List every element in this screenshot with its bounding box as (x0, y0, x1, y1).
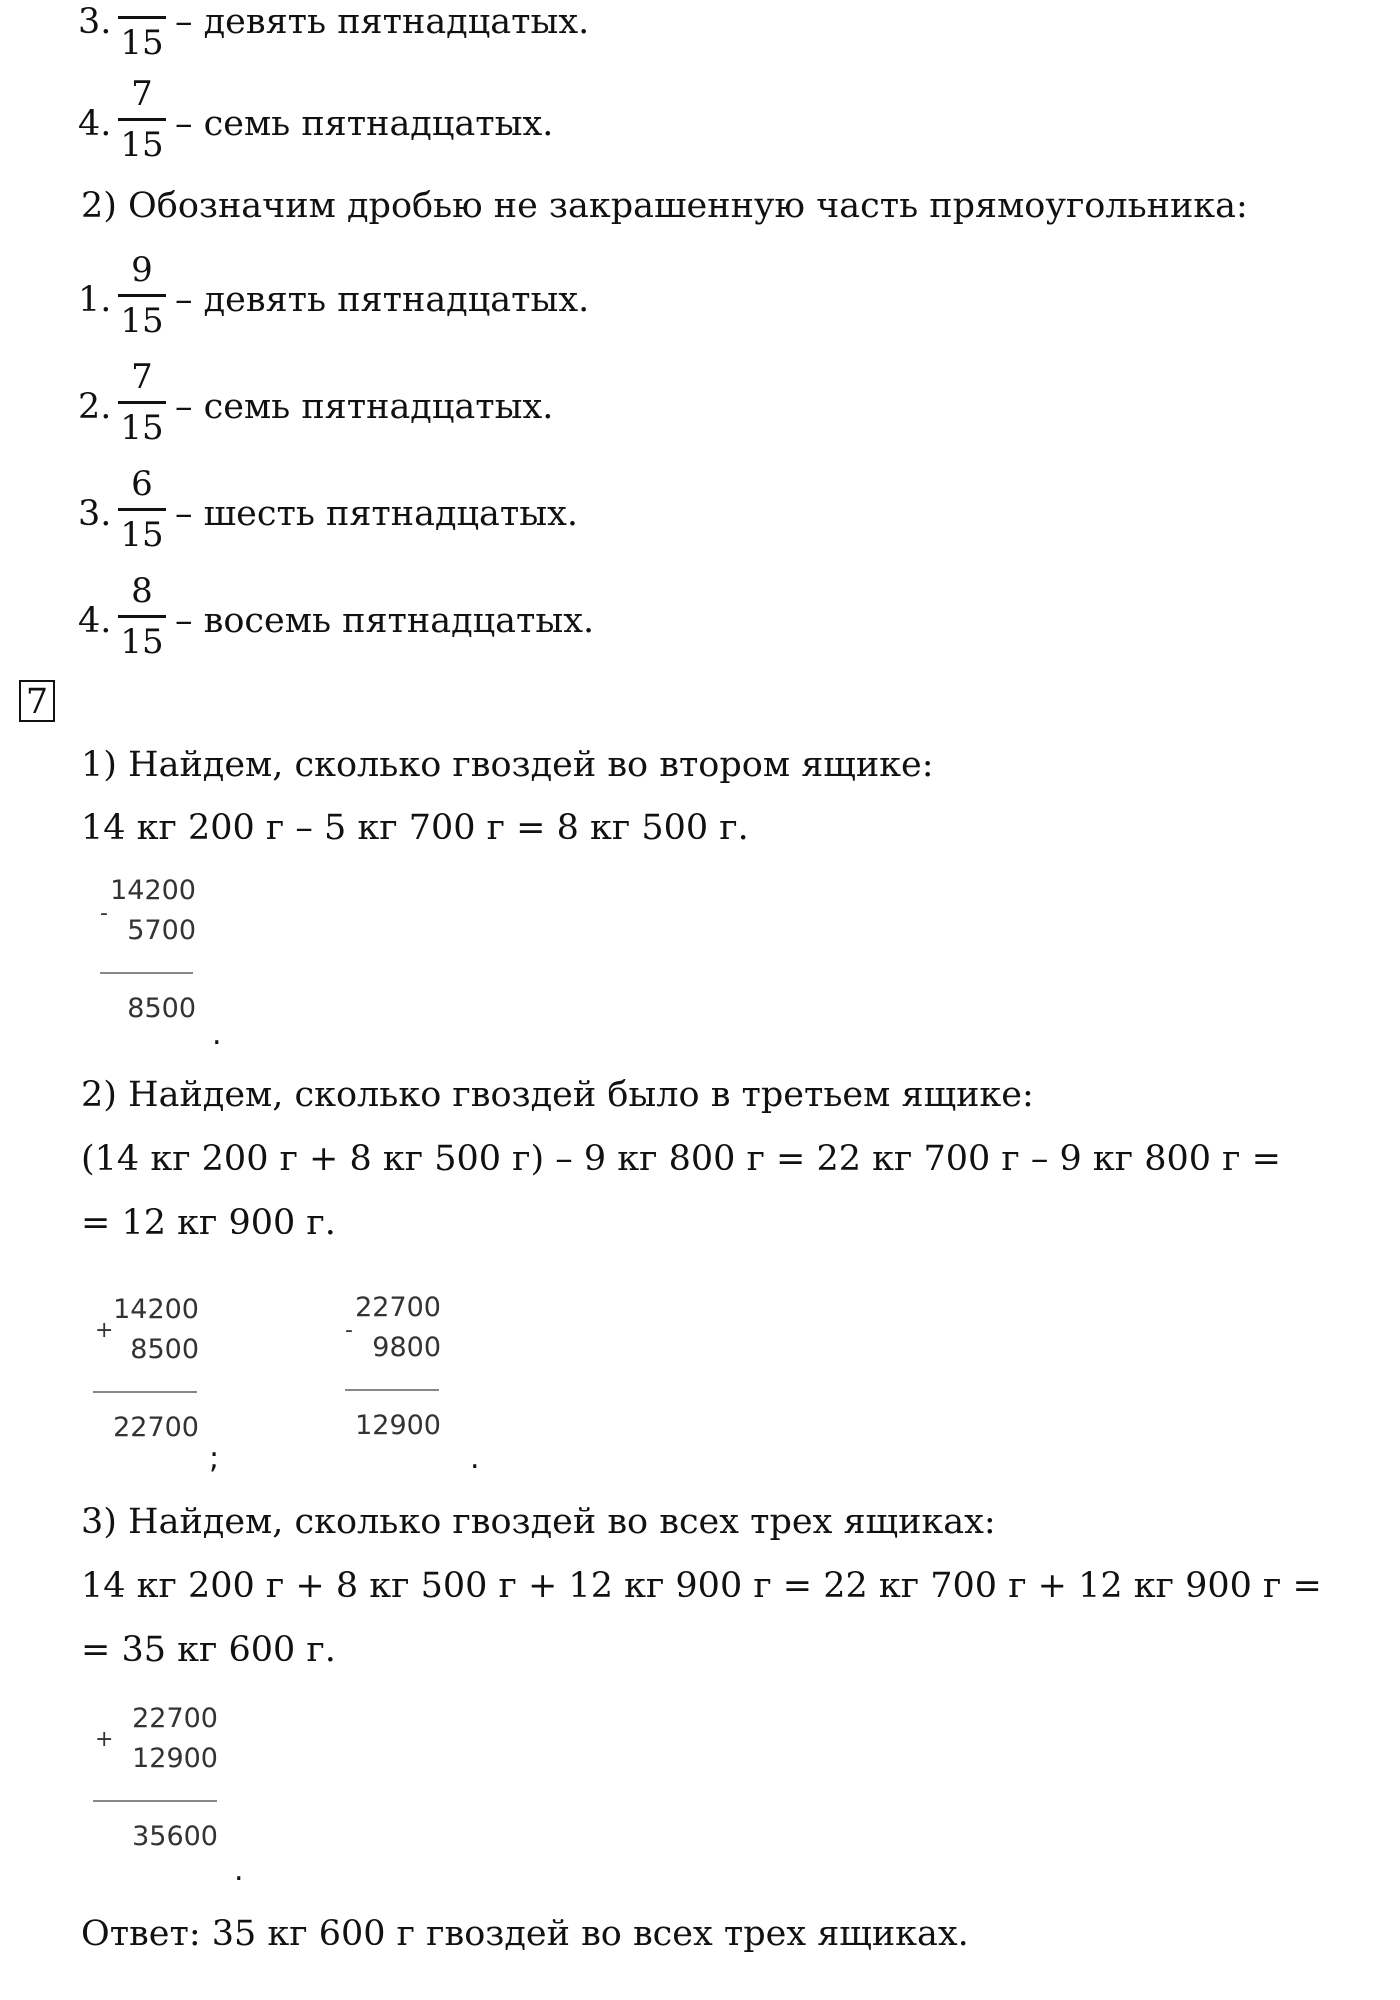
denominator: 15 (120, 515, 164, 555)
answer-line: Ответ: 35 кг 600 г гвоздей во всех трех ящиках. (81, 1914, 969, 1954)
calc-bottom: 8500 (130, 1334, 199, 1365)
step3-equation-line2: = 35 кг 600 г. (81, 1630, 336, 1670)
plus-sign: + (95, 1727, 114, 1752)
calc-rule (93, 1800, 217, 1802)
part2-heading: 2) Обозначим дробью не закрашенную часть прямоугольника: (81, 186, 1248, 226)
item-number: 3. (78, 2, 112, 42)
calc-top: 22700 (132, 1703, 218, 1734)
fraction (118, 569, 166, 664)
step2-equation-line1: (14 кг 200 г + 8 кг 500 г) – 9 кг 800 г = 22 кг 700 г – 9 кг 800 г = (81, 1139, 1281, 1179)
calc-top: 22700 (355, 1292, 441, 1323)
minus-sign: - (345, 1318, 353, 1343)
fraction (118, 72, 166, 167)
task-number-box: 7 (19, 680, 55, 722)
minus-sign: - (100, 901, 108, 926)
step1-heading: 1) Найдем, сколько гвоздей во втором ящике: (81, 745, 934, 785)
step3-heading: 3) Найдем, сколько гвоздей во всех трех ящиках: (81, 1502, 996, 1542)
fraction-text: – семь пятнадцатых. (175, 387, 554, 427)
step3-equation-line1: 14 кг 200 г + 8 кг 500 г + 12 кг 900 г = 22 кг 700 г + 12 кг 900 г = (81, 1566, 1322, 1606)
numerator: 7 (131, 74, 153, 114)
calc-bottom: 12900 (132, 1743, 218, 1774)
numerator: 9 (131, 250, 153, 290)
calc-rule (345, 1389, 439, 1391)
fraction-bar (118, 118, 166, 121)
item-number: 3. (78, 494, 112, 534)
fraction-text: – семь пятнадцатых. (175, 104, 554, 144)
denominator: 15 (120, 408, 164, 448)
plus-sign: + (95, 1318, 114, 1343)
numerator: 6 (131, 464, 153, 504)
step2-heading: 2) Найдем, сколько гвоздей было в третьем ящике: (81, 1075, 1034, 1115)
column-subtraction (100, 875, 220, 1035)
denominator: 15 (120, 622, 164, 662)
fraction-text: – шесть пятнадцатых. (175, 494, 578, 534)
numerator: 8 (131, 571, 153, 611)
period: . (212, 1017, 222, 1052)
item-number: 4. (78, 104, 112, 144)
column-addition (93, 1294, 213, 1454)
numerator (118, 0, 166, 14)
fraction-bar (118, 294, 166, 297)
fraction-text: – девять пятнадцатых. (175, 280, 590, 320)
calc-result: 35600 (132, 1821, 218, 1852)
fraction (118, 248, 166, 343)
item-number: 1. (78, 280, 112, 320)
item-number: 4. (78, 601, 112, 641)
calc-top: 14200 (110, 875, 196, 906)
period: . (470, 1441, 480, 1476)
column-addition (93, 1703, 223, 1863)
step1-equation: 14 кг 200 г – 5 кг 700 г = 8 кг 500 г. (81, 808, 749, 848)
calc-result: 22700 (113, 1412, 199, 1443)
step2-equation-line2: = 12 кг 900 г. (81, 1203, 336, 1243)
calc-bottom: 5700 (127, 915, 196, 946)
calc-bottom: 9800 (372, 1332, 441, 1363)
fraction-bar (118, 508, 166, 511)
fraction (118, 355, 166, 450)
column-subtraction (345, 1292, 465, 1452)
calc-rule (100, 972, 193, 974)
denominator: 15 (120, 301, 164, 341)
period: . (234, 1853, 244, 1888)
numerator: 7 (131, 357, 153, 397)
fraction-text: – девять пятнадцатых. (175, 2, 590, 42)
calc-top: 14200 (113, 1294, 199, 1325)
calc-rule (93, 1391, 197, 1393)
fraction (118, 462, 166, 557)
calc-result: 12900 (355, 1410, 441, 1441)
fraction-bar (118, 401, 166, 404)
calc-result: 8500 (127, 993, 196, 1024)
fraction-bar (118, 16, 166, 19)
denominator: 15 (120, 125, 164, 165)
denominator: 15 (120, 23, 164, 63)
fraction (118, 0, 166, 65)
item-number: 2. (78, 387, 112, 427)
fraction-bar (118, 615, 166, 618)
fraction-text: – восемь пятнадцатых. (175, 601, 595, 641)
semicolon: ; (209, 1441, 220, 1476)
